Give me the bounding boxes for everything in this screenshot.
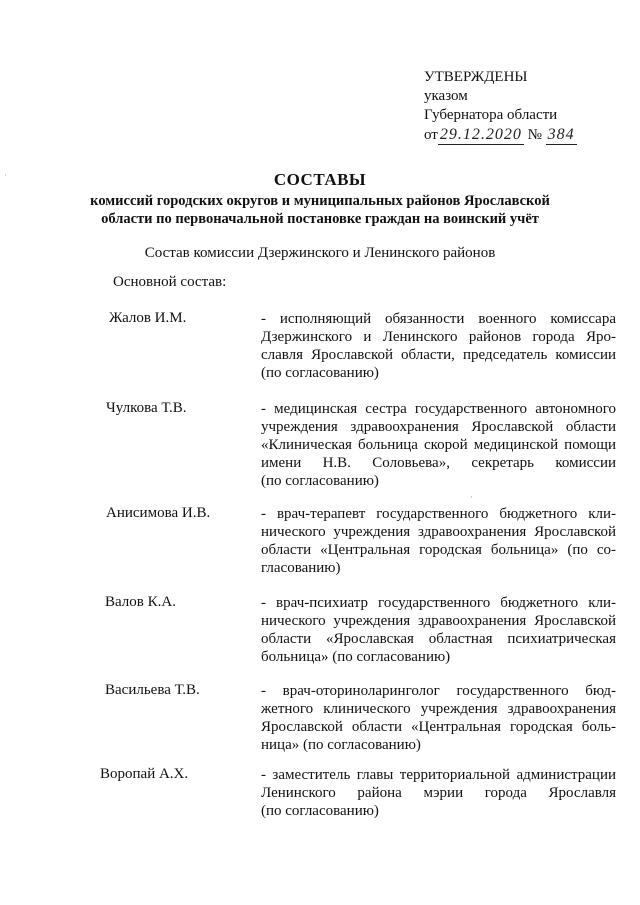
member-role-line: - врач-психиатр государственного бюджетного кли- xyxy=(261,595,616,611)
approval-number: 384 xyxy=(547,126,575,143)
member-role-line: славля Ярославской области, председатель комиссии xyxy=(261,347,616,363)
document-title: СОСТАВЫ xyxy=(273,170,367,189)
member-role-line: области «Центральная городская больница» (по со- xyxy=(261,542,616,558)
member-role-line: - врач-терапевт государственного бюджетного кли- xyxy=(261,506,616,522)
member-role-line: учреждения здравоохранения Ярославской области xyxy=(261,419,616,435)
member-role-line: гласованию) xyxy=(261,560,341,576)
commission-title: Состав комиссии Дзержинского и Ленинского районов xyxy=(144,245,496,261)
approval-number-prefix: № xyxy=(527,127,542,143)
document-subtitle-line1: комиссий городских округов и муниципальных районов Ярославской xyxy=(90,193,550,209)
scan-speck: · xyxy=(470,492,473,502)
approval-date-prefix: от xyxy=(424,127,438,143)
member-role-line: ница» (по согласованию) xyxy=(261,737,421,753)
member-role-line: (по согласованию) xyxy=(261,365,379,381)
member-name: Анисимова И.В. xyxy=(106,505,211,521)
member-role-line: - заместитель главы территориальной администрации xyxy=(261,767,616,783)
member-role-line: Ленинского района мэрии города Ярославля xyxy=(261,785,616,801)
member-role-line: имени Н.В. Соловьева», секретарь комиссии xyxy=(261,455,616,471)
member-role xyxy=(261,310,616,382)
member-name: Жалов И.М. xyxy=(109,310,187,326)
member-role xyxy=(261,682,616,754)
member-role-line: (по согласованию) xyxy=(261,803,379,819)
approval-date: 29.12.2020 xyxy=(439,126,522,143)
member-role-line: области «Ярославская областная психиатрическая xyxy=(261,631,616,647)
member-role-line: больница» (по согласованию) xyxy=(261,649,451,665)
member-role xyxy=(261,594,616,666)
member-name: Васильева Т.В. xyxy=(105,682,200,698)
member-role-line: жетного клинического учреждения здравоохранения xyxy=(261,701,616,717)
section-label: Основной состав: xyxy=(113,274,227,290)
member-name: Валов К.А. xyxy=(105,594,176,610)
member-role xyxy=(261,505,616,577)
approval-line3: Губернатора области xyxy=(424,107,558,123)
member-role-line: «Клиническая больница скорой медицинской помощи xyxy=(261,437,616,453)
member-role-line: - медицинская сестра государственного автономного xyxy=(261,401,616,417)
scan-speck: · xyxy=(4,170,7,180)
member-role-line: (по согласованию) xyxy=(261,473,379,489)
approval-stamp xyxy=(424,68,577,145)
member-role-line: Дзержинского и Ленинского районов города Яро- xyxy=(261,329,616,345)
approval-line2: указом xyxy=(424,88,468,104)
approval-date-line xyxy=(424,125,577,145)
member-name: Воропай А.Х. xyxy=(100,766,189,782)
member-role-line: - врач-оториноларинголог государственного бюд- xyxy=(261,683,616,699)
member-role-line: нического учреждения здравоохранения Ярославской xyxy=(261,524,616,540)
document-subtitle-line2: области по первоначальной постановке граждан на воинский учёт xyxy=(101,211,539,227)
approval-approved: УТВЕРЖДЕНЫ xyxy=(424,69,528,85)
member-role-line: Ярославской области «Центральная городская боль- xyxy=(261,719,616,735)
member-role-line: - исполняющий обязанности военного комиссара xyxy=(261,311,616,327)
member-role-line: нического учреждения здравоохранения Ярославской xyxy=(261,613,616,629)
member-role xyxy=(261,766,616,820)
member-name: Чулкова Т.В. xyxy=(106,400,187,416)
member-role xyxy=(261,400,616,490)
